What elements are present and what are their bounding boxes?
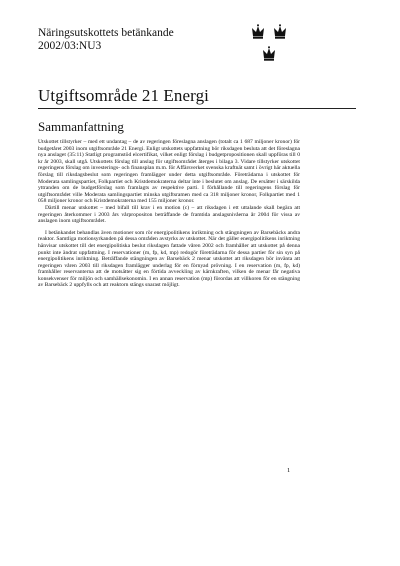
paragraph-3: I betänkandet behandlas även motioner som rör energipolitikens inriktning och stängningen av Barsebäcks andra reaktor. Samtliga motionsyrkanden på dessa områden avstyrks av utskottet. När det gäller energipolitikens inriktning hänvisar utskottet till det energipolitiska beslut riksdagen fattade våren 2002 och framhåller att utskottet på denna punkt inte ändrat uppfattning. I reservationer (m, fp, kd, mp) redogör företrädarna för dessa partier för sin syn på energipolitikens inriktning. Beträffande stängningen av Barsebäck 2 menar utskottet att riksdagen bör invänta att regeringen våren 2003 till riksdagen framlägger underlag för en förnyad prövning. I en reservation (m, fp, kd) framhåller reservanterna att de motsätter sig en förtida avveckling av kärnkraften, vilken de menar får negativa konsekvenser för miljön och samhällsekonomin. I en annan reservation (mp) förordas att villkoren för en stängning av Barsebäck 2 uppfylls och att reaktorn stängs snarast möjligt. [38, 229, 300, 289]
paragraph-2: Därtill menar utskottet – med bifall till krav i en motion (c) – att riksdagen i ett uttalande skall begära att regeringen återkommer i 2003 års vårpropositon beträffande de framtida anslagsnivåerna år 2004 för vissa av anslagen inom utgiftsområdet. [38, 204, 300, 225]
section-heading: Sammanfattning [38, 119, 124, 134]
summary-text [38, 139, 300, 289]
title-divider [38, 108, 356, 109]
paragraph-1: Utskottet tillstyrker – med ett undantag – de av regeringen föreslagna anslagen (totalt ca 1 687 miljoner kronor) för budgetåret 2003 inom utgiftsområde 21 Energi. Enligt utskottets uppfattning bör riksdagen besluta att det föreslagna nya anslaget (35:11) Statligt programstöd elcertifikat, vilket enligt förslag i budgetpropositionen skall uppföras till 0 kr år 2003, skall utgå. Utskottets förslag till anslag för utgiftsområdet återges i bilaga 3. Vidare tillstyrker utskottet regeringens förslag om investerings- och finansplan m.m. för Affärsverket svenska kraftnät samt i övrigt här aktuella förslag till riksdagsbeslut som regeringen framlägger under detta utgiftsområde. Företrädarna i utskottet för Moderata samlingspartiet, Folkpartiet och Kristdemokraterna deltar inte i beslutet om anslag. De ersätter i särskilda yttranden om de budgetförslag som framlagts av respektive parti. I förhållande till regeringens förslag för utgiftsområdet ville Moderata samlingspartiet minska utgiftsramen med ca 318 miljoner kronor, Folkpartiet med 1 058 miljoner kronor och Kristdemokraterna med 155 miljoner kronor. [38, 139, 300, 205]
document-header [38, 27, 174, 53]
committee-name: Näringsutskottets betänkande [38, 27, 174, 39]
page-number: 1 [287, 467, 291, 474]
report-number: 2002/03:NU3 [38, 40, 102, 52]
page-title: Utgiftsområde 21 Energi [38, 86, 210, 105]
three-crowns-logo [250, 22, 290, 66]
